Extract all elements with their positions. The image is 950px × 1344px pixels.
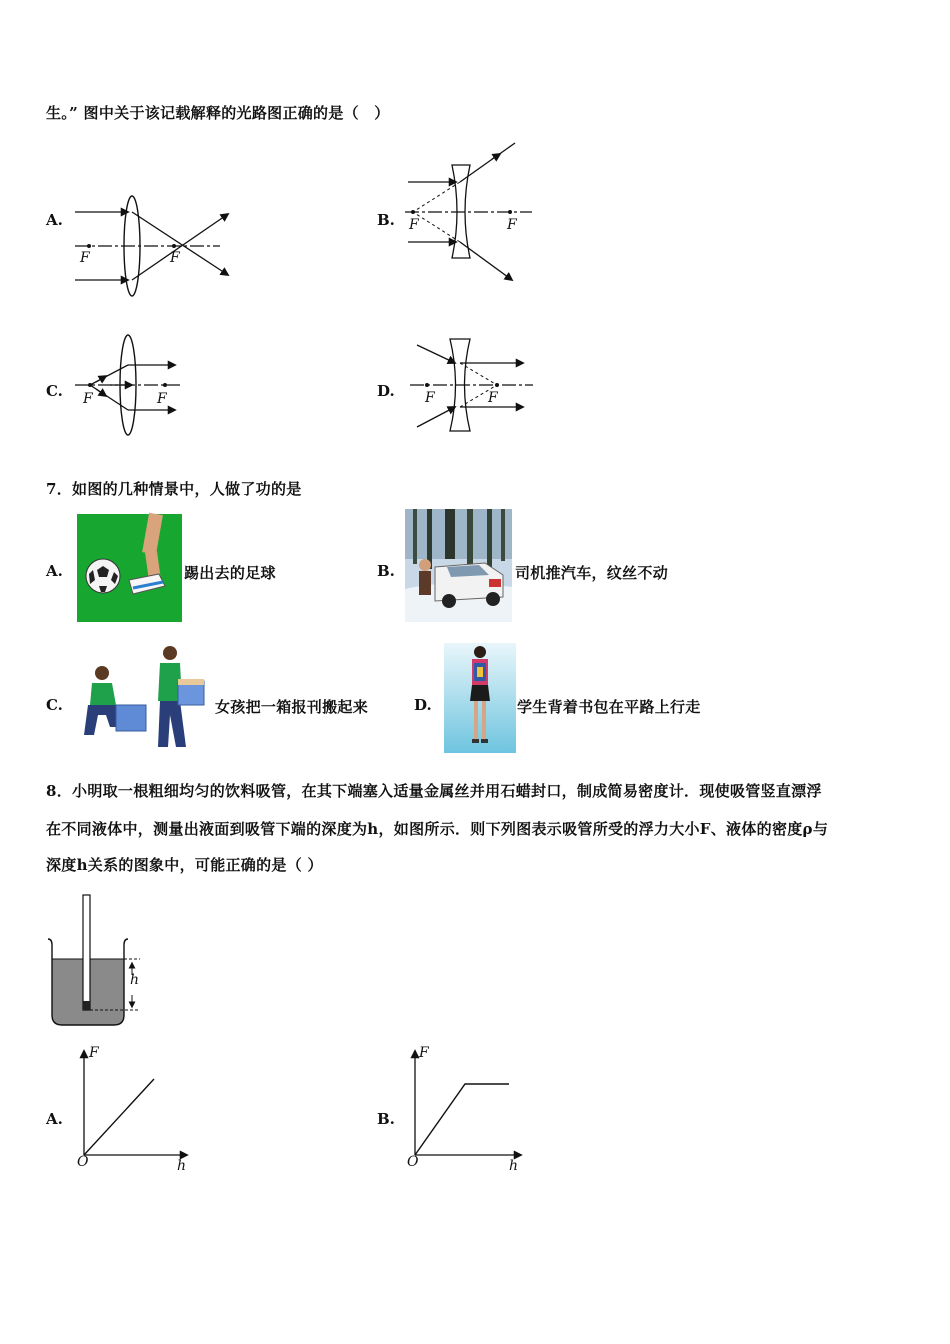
q8-a-x-axis-label: h [177,1158,187,1174]
q6-option-d-diagram[interactable] [405,335,540,435]
q6-b-focal-right: F [507,217,517,233]
q7-option-a-label[interactable]: A. [46,562,63,580]
q6-option-d-label[interactable]: D. [377,382,395,400]
q6-intro: 生。” 图中关于该记载解释的光路图正确的是（ ） [46,104,390,122]
q6-option-c-label[interactable]: C. [46,382,63,400]
q7-option-b-text: 司机推汽车，纹丝不动 [515,564,669,582]
q6-a-focal-left: F [80,250,90,266]
q6-option-b-label[interactable]: B. [377,211,395,229]
q7-option-c-label[interactable]: C. [46,696,63,714]
q8-a-origin-label: O [77,1154,89,1170]
q8-b-y-axis-label: F [419,1045,429,1061]
q8-a-y-axis-label: F [89,1045,99,1061]
q6-option-a-diagram[interactable] [70,190,240,300]
q8-beaker-h-label: h [130,972,140,988]
q6-option-c-diagram[interactable] [70,335,190,440]
q8-line2: 在不同液体中，测量出液面到吸管下端的深度为h，如图所示．则下列图表示吸管所受的浮力大小F、液体的密度ρ与 [46,820,829,838]
q7-option-d-text: 学生背着书包在平路上行走 [517,698,701,716]
q8-b-origin-label: O [407,1154,419,1170]
q6-option-b-diagram[interactable] [400,140,540,290]
q8-line1: 8．小明取一根粗细均匀的饮料吸管，在其下端塞入适量金属丝并用石蜡封口，制成简易密度计．现使吸管竖直漂浮 [46,782,822,800]
q7-stem: 7．如图的几种情景中，人做了功的是 [46,480,302,498]
q7-a-soccer-image[interactable] [77,514,182,622]
q7-option-b-label[interactable]: B. [377,562,395,580]
q8-beaker-figure [44,893,154,1028]
q7-c-girl-box-image[interactable] [80,643,210,751]
q7-b-car-image[interactable] [405,509,512,622]
q7-option-d-label[interactable]: D. [414,696,432,714]
q8-line3: 深度h关系的图象中，可能正确的是（ ） [46,856,323,874]
q8-b-x-axis-label: h [509,1158,519,1174]
q6-a-focal-right: F [170,250,180,266]
q7-option-c-text: 女孩把一箱报刊搬起来 [215,698,369,716]
q6-c-focal-right: F [157,391,167,407]
q8-option-a-label[interactable]: A. [46,1110,63,1128]
q7-option-a-text: 踢出去的足球 [184,564,276,582]
q8-option-a-graph[interactable] [72,1045,192,1160]
q6-b-focal-left: F [409,217,419,233]
q8-option-b-label[interactable]: B. [377,1110,395,1128]
q8-option-b-graph[interactable] [403,1045,528,1160]
q7-d-student-image[interactable] [444,643,516,753]
q6-c-focal-left: F [83,391,93,407]
q6-d-focal-right: F [488,390,498,406]
q6-option-a-label[interactable]: A. [46,211,63,229]
q6-d-focal-left: F [425,390,435,406]
